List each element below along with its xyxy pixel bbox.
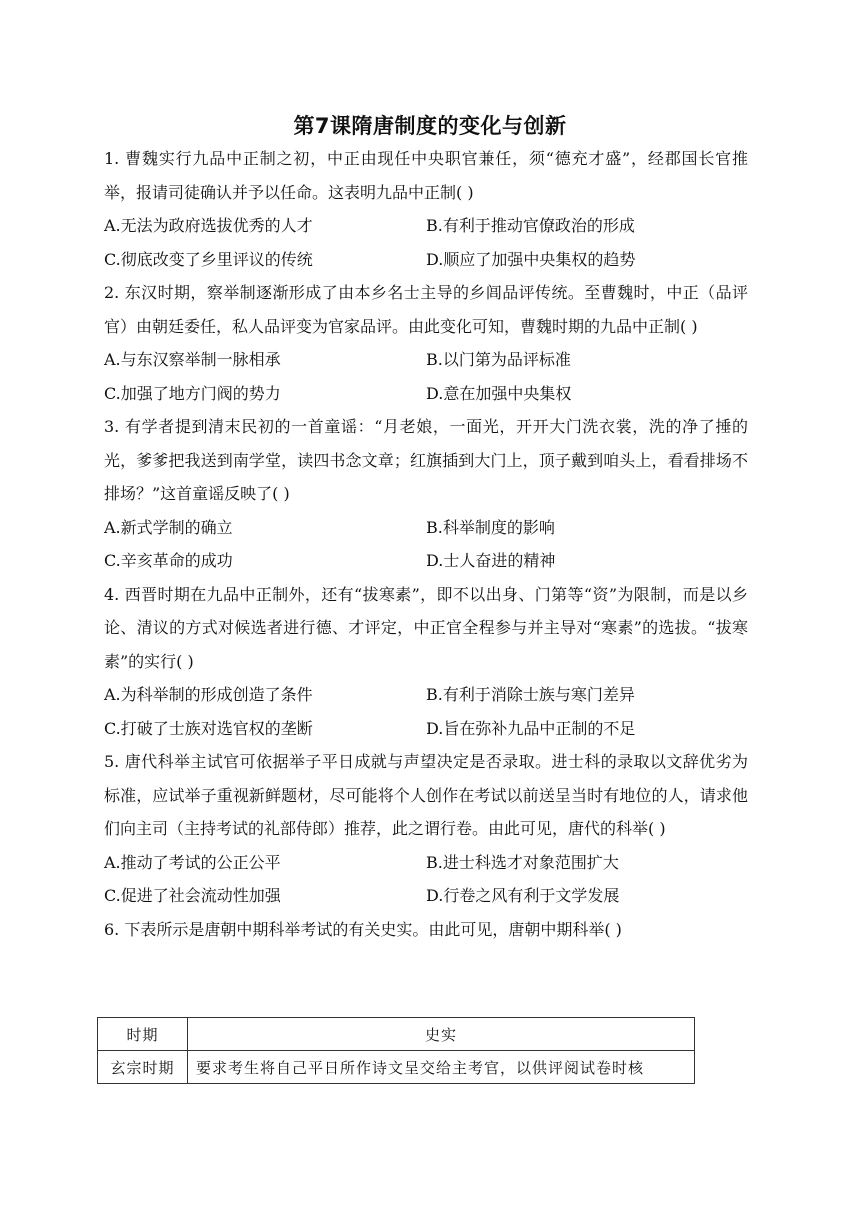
question-1 [104, 142, 748, 276]
question-3 [104, 410, 748, 578]
option-d: D.意在加强中央集权 [426, 383, 572, 403]
question-list [104, 142, 748, 946]
question-stem: 6. 下表所示是唐朝中期科举考试的有关史实。由此可见，唐朝中期科举( ) [104, 919, 622, 939]
page-title: 第7课隋唐制度的变化与创新 [293, 114, 567, 138]
question-options [104, 678, 748, 745]
question-options [104, 846, 748, 913]
question-5 [104, 745, 748, 913]
option-a: A.为科举制的形成创造了条件 [104, 685, 313, 704]
question-6 [104, 913, 748, 947]
history-table [97, 1017, 695, 1084]
option-b: B.有利于消除士族与寒门差异 [426, 685, 635, 704]
question-options [104, 343, 748, 410]
option-d: D.旨在弥补九品中正制的不足 [426, 718, 636, 738]
question-stem: 2. 东汉时期，察举制逐渐形成了由本乡名士主导的乡闾品评传统。至曹魏时，中正（品评官）由朝廷委任，私人品评变为官家品评。由此变化可知，曹魏时期的九品中正制( ) [104, 283, 748, 336]
question-options [104, 511, 748, 578]
option-b: B.科举制度的影响 [426, 517, 555, 537]
option-b: B.有利于推动官僚政治的形成 [426, 216, 635, 235]
question-stem: 5. 唐代科举主试官可依据举子平日成就与声望决定是否录取。进士科的录取以文辞优劣为标准，应试举子重视新鲜题材，尽可能将个人创作在考试以前送呈当时有地位的人，请求他们向主司（主持考试的礼部侍郎）推荐，此之谓行卷。由此可见，唐代的科举( ) [104, 752, 748, 838]
question-options [104, 209, 748, 276]
question-2 [104, 276, 748, 410]
option-c: C.加强了地方门阀的势力 [104, 383, 281, 403]
option-d: D.顺应了加强中央集权的趋势 [426, 249, 636, 269]
option-c: C.促进了社会流动性加强 [104, 886, 281, 905]
option-a: A.推动了考试的公正公平 [104, 852, 281, 872]
table-header-fact: 史实 [188, 1018, 695, 1051]
option-a: A.与东汉察举制一脉相承 [104, 350, 281, 369]
question-4 [104, 578, 748, 746]
option-b: B.进士科选才对象范围扩大 [426, 852, 619, 872]
table-header-period: 时期 [98, 1018, 188, 1051]
table-cell-fact: 要求考生将自己平日所作诗文呈交给主考官，以供评阅试卷时核 [188, 1051, 695, 1084]
option-b: B.以门第为品评标准 [426, 350, 571, 369]
option-a: A.新式学制的确立 [104, 517, 233, 537]
question-stem: 3. 有学者提到清末民初的一首童谣：“月老娘，一面光，开开大门洗衣裳，洗的净了捶的光，爹爹把我送到南学堂，读四书念文章；红旗插到大门上，顶子戴到咱头上，看看排场不排场？”这首童谣反映了( ) [104, 417, 748, 503]
table-cell-period: 玄宗时期 [98, 1051, 188, 1084]
option-d: D.行卷之风有利于文学发展 [426, 886, 620, 905]
option-d: D.士人奋进的精神 [426, 551, 556, 570]
question-stem: 1. 曹魏实行九品中正制之初，中正由现任中央职官兼任，须“德充才盛”，经郡国长官推举，报请司徒确认并予以任命。这表明九品中正制( ) [104, 149, 748, 202]
option-c: C.彻底改变了乡里评议的传统 [104, 249, 313, 269]
option-c: C.辛亥革命的成功 [104, 551, 233, 570]
table-header-row [98, 1018, 695, 1051]
option-a: A.无法为政府选拔优秀的人才 [104, 216, 313, 235]
table-row [98, 1051, 695, 1084]
option-c: C.打破了士族对选官权的垄断 [104, 718, 313, 738]
question-stem: 4. 西晋时期在九品中正制外，还有“拔寒素”，即不以出身、门第等“资”为限制，而是以乡论、清议的方式对候选者进行德、才评定，中正官全程参与并主导对“寒素”的选拔。“拔寒素”的实行( ) [104, 584, 748, 671]
